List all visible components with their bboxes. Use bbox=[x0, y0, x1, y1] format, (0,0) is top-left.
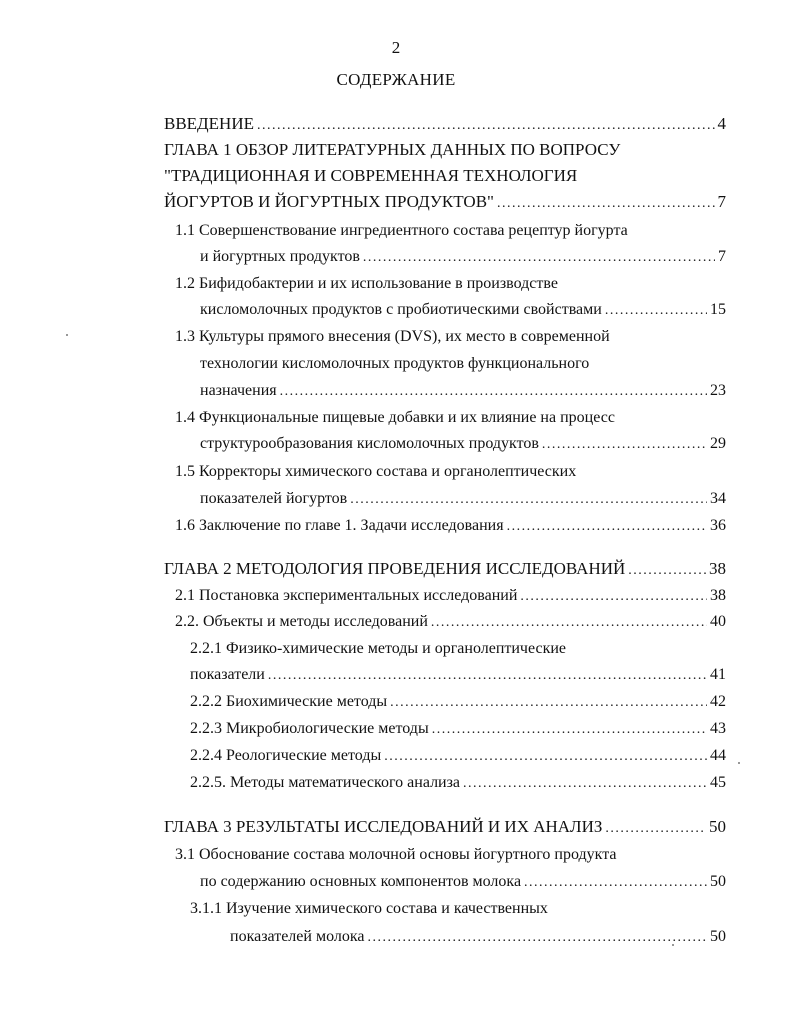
toc-subsection-2-2-1-line-2[interactable] bbox=[190, 664, 726, 686]
toc-entry-text: показатели bbox=[190, 666, 265, 683]
toc-entry-intro[interactable] bbox=[164, 113, 726, 135]
toc-entry-text: 3.1.1 Изучение химического состава и качественных bbox=[190, 900, 548, 917]
dot-leader bbox=[280, 381, 707, 403]
toc-page-number: 45 bbox=[710, 774, 726, 791]
toc-subsection-3-1-1-line-2[interactable] bbox=[230, 926, 726, 948]
toc-subsection-2-2-2[interactable] bbox=[190, 691, 726, 713]
toc-page-number: 15 bbox=[710, 301, 726, 318]
dot-leader bbox=[507, 516, 707, 538]
dot-leader bbox=[384, 746, 707, 768]
toc-section-1-3-line-3[interactable] bbox=[200, 380, 726, 402]
toc-section-3-1-line-2[interactable] bbox=[200, 871, 726, 893]
toc-section-3-1-line-1[interactable] bbox=[175, 844, 617, 866]
toc-subsection-2-2-5[interactable] bbox=[190, 772, 726, 794]
dot-leader bbox=[390, 692, 707, 714]
toc-entry-text: назначения bbox=[200, 382, 277, 399]
toc-page-number: 4 bbox=[717, 114, 726, 133]
dot-leader bbox=[542, 434, 707, 456]
dot-leader bbox=[628, 560, 706, 582]
toc-page-number: 7 bbox=[717, 192, 726, 211]
toc-section-1-1-line-2[interactable] bbox=[200, 246, 726, 268]
dot-leader bbox=[497, 193, 715, 215]
dot-leader bbox=[363, 247, 715, 269]
toc-section-1-3-line-1[interactable] bbox=[175, 326, 610, 348]
toc-entry-text: 1.3 Культуры прямого внесения (DVS), их место в современной bbox=[175, 328, 610, 345]
toc-chapter-1-line-3[interactable] bbox=[164, 191, 726, 213]
toc-section-2-2[interactable] bbox=[175, 611, 726, 633]
toc-section-1-3-line-2[interactable] bbox=[200, 353, 589, 375]
toc-subsection-3-1-1-line-1[interactable] bbox=[190, 898, 548, 920]
toc-entry-text: кисломолочных продуктов с пробиотическими свойствами bbox=[200, 301, 602, 318]
toc-entry-text: ВВЕДЕНИЕ bbox=[164, 114, 254, 133]
toc-subsection-2-2-1-line-1[interactable] bbox=[190, 638, 566, 660]
toc-page-number: 43 bbox=[710, 720, 726, 737]
toc-section-1-2-line-2[interactable] bbox=[200, 299, 726, 321]
dot-leader bbox=[431, 612, 707, 634]
toc-page-number: 41 bbox=[710, 666, 726, 683]
dot-leader bbox=[268, 665, 707, 687]
toc-entry-text: 3.1 Обоснование состава молочной основы йогуртного продукта bbox=[175, 846, 617, 863]
toc-page-number: 50 bbox=[710, 873, 726, 890]
toc-page-number: 40 bbox=[710, 613, 726, 630]
toc-page-number: 29 bbox=[710, 435, 726, 452]
toc-section-1-1-line-1[interactable] bbox=[175, 220, 628, 242]
toc-entry-text: 2.2.3 Микробиологические методы bbox=[190, 720, 429, 737]
toc-page-number: 44 bbox=[710, 747, 726, 764]
page-number: 2 bbox=[391, 38, 401, 57]
toc-entry-text: 1.4 Функциональные пищевые добавки и их влияние на процесс bbox=[175, 409, 615, 426]
toc-entry-text: ГЛАВА 2 МЕТОДОЛОГИЯ ПРОВЕДЕНИЯ ИССЛЕДОВАНИЙ bbox=[164, 559, 626, 578]
toc-entry-text: ГЛАВА 1 ОБЗОР ЛИТЕРАТУРНЫХ ДАННЫХ ПО ВОПРОСУ bbox=[164, 140, 621, 159]
toc-page-number: 50 bbox=[709, 817, 726, 836]
toc-entry-text: 1.2 Бифидобактерии и их использование в производстве bbox=[175, 275, 558, 292]
toc-entry-text: 2.2.2 Биохимические методы bbox=[190, 693, 388, 710]
dot-leader bbox=[605, 300, 707, 322]
scan-speck bbox=[738, 762, 740, 764]
toc-entry-text: 1.6 Заключение по главе 1. Задачи исследования bbox=[175, 517, 504, 534]
dot-leader bbox=[432, 719, 707, 741]
toc-entry-text: и йогуртных продуктов bbox=[200, 248, 360, 265]
dot-leader bbox=[367, 927, 707, 949]
dot-leader bbox=[350, 489, 707, 511]
toc-entry-text: по содержанию основных компонентов молока bbox=[200, 873, 522, 890]
page-title: СОДЕРЖАНИЕ bbox=[336, 70, 456, 89]
toc-section-1-5-line-1[interactable] bbox=[175, 461, 576, 483]
toc-chapter-1-line-2[interactable] bbox=[164, 165, 577, 187]
toc-section-2-1[interactable] bbox=[175, 585, 726, 607]
toc-page-number: 36 bbox=[710, 517, 726, 534]
toc-section-1-5-line-2[interactable] bbox=[200, 488, 726, 510]
toc-page-number: 38 bbox=[710, 587, 726, 604]
toc-entry-text: 2.2.1 Физико-химические методы и органолептические bbox=[190, 640, 567, 657]
toc-entry-text: показателей молока bbox=[230, 928, 365, 945]
toc-entry-text: структурообразования кисломолочных продуктов bbox=[200, 435, 539, 452]
toc-entry-text: показателей йогуртов bbox=[200, 490, 348, 507]
toc-chapter-3[interactable] bbox=[164, 816, 726, 838]
scan-speck bbox=[66, 334, 68, 336]
toc-entry-text: 1.1 Совершенствование ингредиентного состава рецептур йогурта bbox=[175, 222, 628, 239]
toc-subsection-2-2-3[interactable] bbox=[190, 718, 726, 740]
toc-page-number: 34 bbox=[710, 490, 726, 507]
toc-entry-text: ГЛАВА 3 РЕЗУЛЬТАТЫ ИССЛЕДОВАНИЙ И ИХ АНАЛИЗ bbox=[164, 817, 603, 836]
toc-entry-text: 2.1 Постановка экспериментальных исследований bbox=[175, 587, 518, 604]
toc-entry-text: технологии кисломолочных продуктов функционального bbox=[200, 355, 590, 372]
dot-leader bbox=[605, 818, 706, 840]
toc-page-number: 7 bbox=[718, 248, 726, 265]
toc-section-1-2-line-1[interactable] bbox=[175, 273, 558, 295]
toc-page-number: 50 bbox=[710, 928, 726, 945]
toc-entry-text: "ТРАДИЦИОННАЯ И СОВРЕМЕННАЯ ТЕХНОЛОГИЯ bbox=[164, 166, 578, 185]
toc-page-number: 42 bbox=[710, 693, 726, 710]
dot-leader bbox=[524, 872, 707, 894]
toc-entry-text: 2.2.4 Реологические методы bbox=[190, 747, 382, 764]
toc-page-number: 38 bbox=[709, 559, 726, 578]
dot-leader bbox=[520, 586, 707, 608]
dot-leader bbox=[257, 115, 715, 137]
toc-entry-text: 1.5 Корректоры химического состава и органолептических bbox=[175, 463, 577, 480]
toc-page-number: 23 bbox=[710, 382, 726, 399]
toc-chapter-1-line-1[interactable] bbox=[164, 139, 620, 161]
toc-entry-text: 2.2.5. Методы математического анализа bbox=[190, 774, 461, 791]
toc-section-1-6[interactable] bbox=[175, 515, 726, 537]
toc-section-1-4-line-2[interactable] bbox=[200, 433, 726, 455]
toc-entry-text: 2.2. Объекты и методы исследований bbox=[175, 613, 428, 630]
scan-speck bbox=[672, 944, 674, 946]
toc-section-1-4-line-1[interactable] bbox=[175, 407, 615, 429]
toc-subsection-2-2-4[interactable] bbox=[190, 745, 726, 767]
dot-leader bbox=[463, 773, 707, 795]
toc-entry-text: ЙОГУРТОВ И ЙОГУРТНЫХ ПРОДУКТОВ" bbox=[164, 192, 494, 211]
toc-chapter-2[interactable] bbox=[164, 558, 726, 580]
